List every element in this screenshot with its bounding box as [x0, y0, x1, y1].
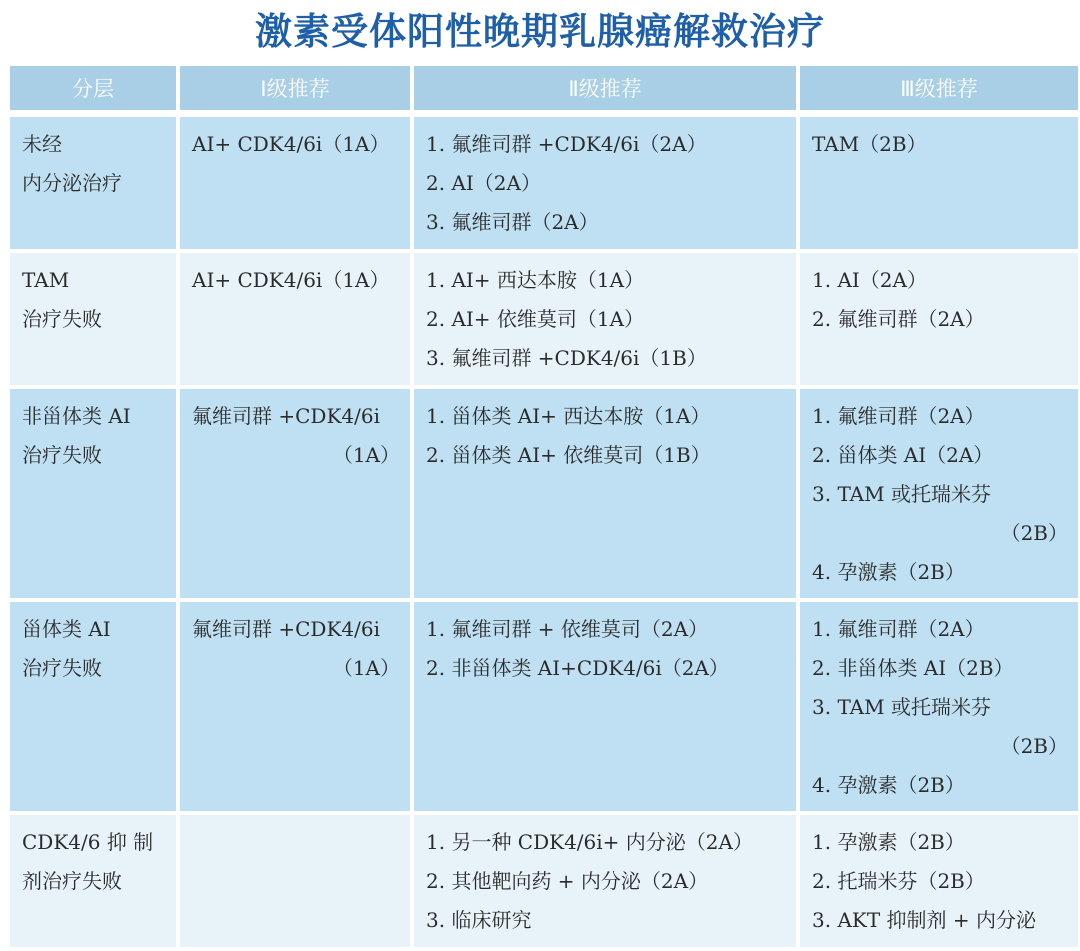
level1-cell [180, 602, 410, 811]
stratum-line: 剂治疗失败 [22, 869, 122, 893]
table-row [10, 389, 1078, 598]
stratum-cell [10, 602, 176, 811]
treatment-table [6, 62, 1080, 951]
level2-cell [414, 117, 796, 249]
page-title: 激素受体阳性晚期乳腺癌解救治疗 [255, 10, 825, 53]
level1-cell [180, 117, 410, 249]
stratum-line: 治疗失败 [22, 307, 102, 331]
level3-item: （2B） [1000, 521, 1068, 545]
level2-item: 1. AI+ 西达本胺（1A） [426, 268, 645, 292]
level3-item: 2. 氟维司群（2A） [812, 307, 985, 331]
level1-item: （1A） [332, 443, 400, 467]
level3-item: 4. 孕激素（2B） [812, 773, 965, 797]
level1-item: 氟维司群 +CDK4/6i [192, 617, 380, 641]
table-row [10, 602, 1078, 811]
level2-cell [414, 253, 796, 385]
stratum-line: 内分泌治疗 [22, 171, 122, 195]
header-level3: Ⅲ级推荐 [800, 66, 1078, 113]
table-row [10, 253, 1078, 385]
level3-cell [800, 602, 1078, 811]
level3-item: 1. 氟维司群（2A） [812, 404, 985, 428]
stratum-line: 非甾体类 AI [22, 404, 131, 428]
header-level1: Ⅰ级推荐 [180, 66, 410, 113]
stratum-line: 未经 [22, 132, 62, 156]
level1-item: AI+ CDK4/6i（1A） [192, 132, 390, 156]
level1-cell [180, 389, 410, 598]
level2-item: 3. 氟维司群（2A） [426, 210, 599, 234]
level3-item: （2B） [1000, 734, 1068, 758]
table-row [10, 117, 1078, 249]
header-level2: Ⅱ级推荐 [414, 66, 796, 113]
level3-item: 2. 非甾体类 AI（2B） [812, 656, 1014, 680]
level2-cell [414, 602, 796, 811]
level3-item: 3. TAM 或托瑞米芬 [812, 482, 991, 506]
stratum-cell [10, 389, 176, 598]
stratum-line: TAM [22, 268, 70, 292]
level1-item: 氟维司群 +CDK4/6i [192, 404, 380, 428]
table-row [10, 815, 1078, 947]
level2-item: 2. AI（2A） [426, 171, 541, 195]
level1-item: AI+ CDK4/6i（1A） [192, 268, 390, 292]
level3-item: 1. 孕激素（2B） [812, 830, 965, 854]
level3-item: 3. TAM 或托瑞米芬 [812, 695, 991, 719]
level3-item: 2. 托瑞米芬（2B） [812, 869, 985, 893]
level3-cell [800, 389, 1078, 598]
level2-item: 2. 非甾体类 AI+CDK4/6i（2A） [426, 656, 729, 680]
table-header-row [10, 66, 1078, 113]
stratum-line: 甾体类 AI [22, 617, 111, 641]
level2-item: 1. 氟维司群 +CDK4/6i（2A） [426, 132, 707, 156]
stratum-cell [10, 253, 176, 385]
stratum-cell [10, 815, 176, 947]
level3-item: 1. AI（2A） [812, 268, 927, 292]
level2-item: 1. 氟维司群 + 依维莫司（2A） [426, 617, 709, 641]
header-stratum: 分层 [10, 66, 176, 113]
level2-item: 2. AI+ 依维莫司（1A） [426, 307, 645, 331]
level1-item: （1A） [332, 656, 400, 680]
level3-item: 1. 氟维司群（2A） [812, 617, 985, 641]
stratum-line: CDK4/6 抑 制 [22, 830, 154, 854]
level2-cell [414, 815, 796, 947]
level3-item: 3. AKT 抑制剂 + 内分泌 [812, 908, 1036, 932]
level3-cell [800, 815, 1078, 947]
level2-item: 2. 其他靶向药 + 内分泌（2A） [426, 869, 709, 893]
stratum-line: 治疗失败 [22, 656, 102, 680]
stratum-line: 治疗失败 [22, 443, 102, 467]
level2-item: 3. 临床研究 [426, 908, 532, 932]
level1-cell [180, 253, 410, 385]
level2-item: 3. 氟维司群 +CDK4/6i（1B） [426, 346, 707, 370]
level3-item: 2. 甾体类 AI（2A） [812, 443, 994, 467]
level3-item: 4. 孕激素（2B） [812, 560, 965, 584]
level1-cell-empty [180, 815, 410, 947]
level2-item: 1. 另一种 CDK4/6i+ 内分泌（2A） [426, 830, 753, 854]
level3-cell [800, 253, 1078, 385]
level3-item: TAM（2B） [812, 132, 927, 156]
stratum-cell [10, 117, 176, 249]
level3-cell [800, 117, 1078, 249]
level2-cell [414, 389, 796, 598]
level2-item: 1. 甾体类 AI+ 西达本胺（1A） [426, 404, 711, 428]
level2-item: 2. 甾体类 AI+ 依维莫司（1B） [426, 443, 711, 467]
